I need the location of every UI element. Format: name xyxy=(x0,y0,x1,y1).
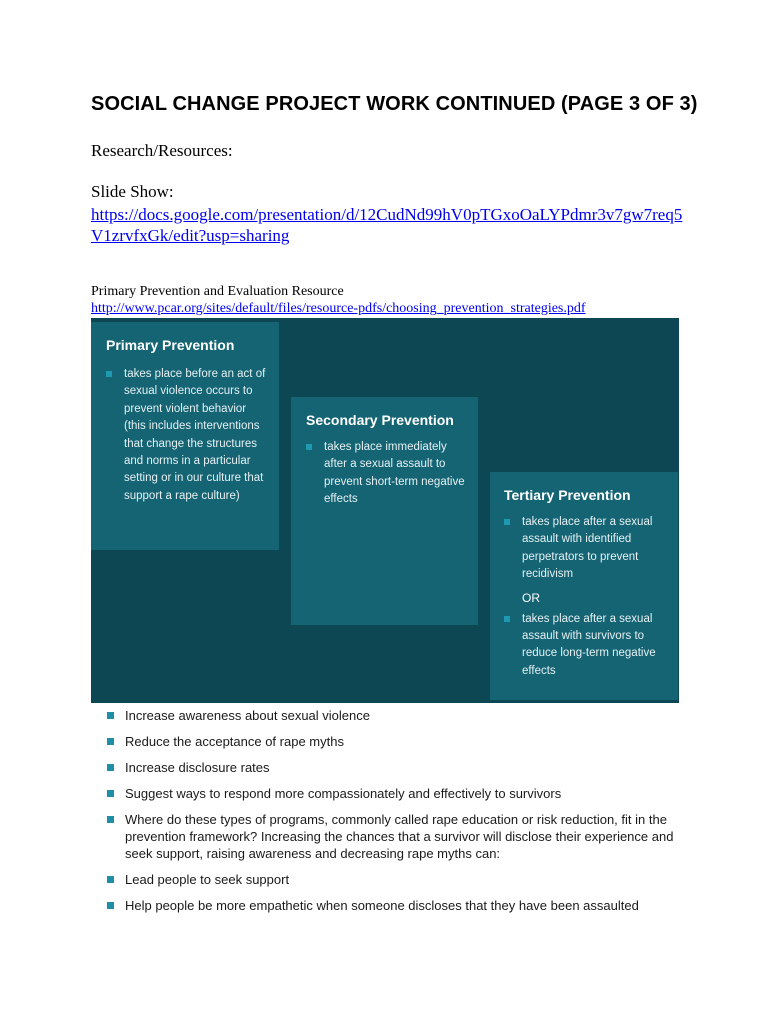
list-item-text: Help people be more empathetic when someone discloses that they have been assaulted xyxy=(125,898,639,913)
list-item-text: Increase disclosure rates xyxy=(125,760,270,775)
tertiary-prevention-title: Tertiary Prevention xyxy=(504,487,631,503)
square-bullet-icon xyxy=(107,712,114,719)
list-item xyxy=(107,733,687,750)
secondary-prevention-bullets xyxy=(306,439,470,509)
secondary-prevention-panel xyxy=(291,397,478,625)
list-item-text: Where do these types of programs, commonly called rape education or risk reduction, fit in the prevention framework? Increasing the chances that a survivor will disclose their experience and seek support, raising awareness and decreasing rape myths can: xyxy=(125,812,674,861)
square-bullet-icon xyxy=(306,444,312,450)
square-bullet-icon xyxy=(107,738,114,745)
secondary-prevention-bullet xyxy=(306,439,470,509)
tertiary-prevention-bullets xyxy=(504,514,670,680)
square-bullet-icon xyxy=(107,764,114,771)
resource-title: Primary Prevention and Evaluation Resource xyxy=(91,284,344,299)
list-item-text: Reduce the acceptance of rape myths xyxy=(125,734,344,749)
tertiary-prevention-panel xyxy=(490,472,678,700)
list-item-text: Lead people to seek support xyxy=(125,872,290,887)
list-item-text: Increase awareness about sexual violence xyxy=(125,708,370,723)
slideshow-link[interactable]: https://docs.google.com/presentation/d/12CudNd99hV0pTGxoOaLYPdmr3v7gw7req5V1zrvfxGk/edit?usp=sharing xyxy=(91,205,683,245)
primary-prevention-bullet xyxy=(106,366,271,505)
primary-prevention-panel xyxy=(91,322,279,550)
list-item-text: Suggest ways to respond more compassionately and effectively to survivors xyxy=(125,786,562,801)
slideshow-label: Slide Show: xyxy=(91,182,174,201)
square-bullet-icon xyxy=(504,616,510,622)
square-bullet-icon xyxy=(106,371,112,377)
research-label: Research/Resources: xyxy=(91,141,233,160)
or-label: OR xyxy=(522,590,540,605)
tertiary-prevention-bullet-text: takes place after a sexual assault with identified perpetrators to prevent recidivism xyxy=(522,516,653,581)
page-title: SOCIAL CHANGE PROJECT WORK CONTINUED (PAGE 3 OF 3) xyxy=(91,93,698,115)
primary-prevention-bullets xyxy=(106,366,271,505)
list-item xyxy=(107,811,687,862)
list-item xyxy=(107,707,687,724)
square-bullet-icon xyxy=(107,790,114,797)
secondary-prevention-bullet-text: takes place immediately after a sexual assault to prevent short-term negative effects xyxy=(324,441,465,506)
secondary-prevention-title: Secondary Prevention xyxy=(306,412,454,428)
prevention-diagram xyxy=(91,318,679,703)
square-bullet-icon xyxy=(107,816,114,823)
resource-link[interactable]: http://www.pcar.org/sites/default/files/resource-pdfs/choosing_prevention_strategies.pdf xyxy=(91,301,586,316)
square-bullet-icon xyxy=(504,519,510,525)
primary-prevention-title: Primary Prevention xyxy=(106,337,235,353)
list-item xyxy=(107,897,687,914)
primary-prevention-bullet-text: takes place before an act of sexual violence occurs to prevent violent behavior (this includes interventions that change the structures and norms in a particular setting or in our culture that support a rape culture) xyxy=(124,368,266,502)
tertiary-prevention-bullet xyxy=(504,514,670,584)
goals-list xyxy=(107,707,687,923)
tertiary-prevention-bullet xyxy=(504,611,670,681)
square-bullet-icon xyxy=(107,876,114,883)
square-bullet-icon xyxy=(107,902,114,909)
list-item xyxy=(107,785,687,802)
tertiary-prevention-bullet-text: takes place after a sexual assault with survivors to reduce long-term negative effects xyxy=(522,612,656,677)
list-item xyxy=(107,759,687,776)
list-item xyxy=(107,871,687,888)
